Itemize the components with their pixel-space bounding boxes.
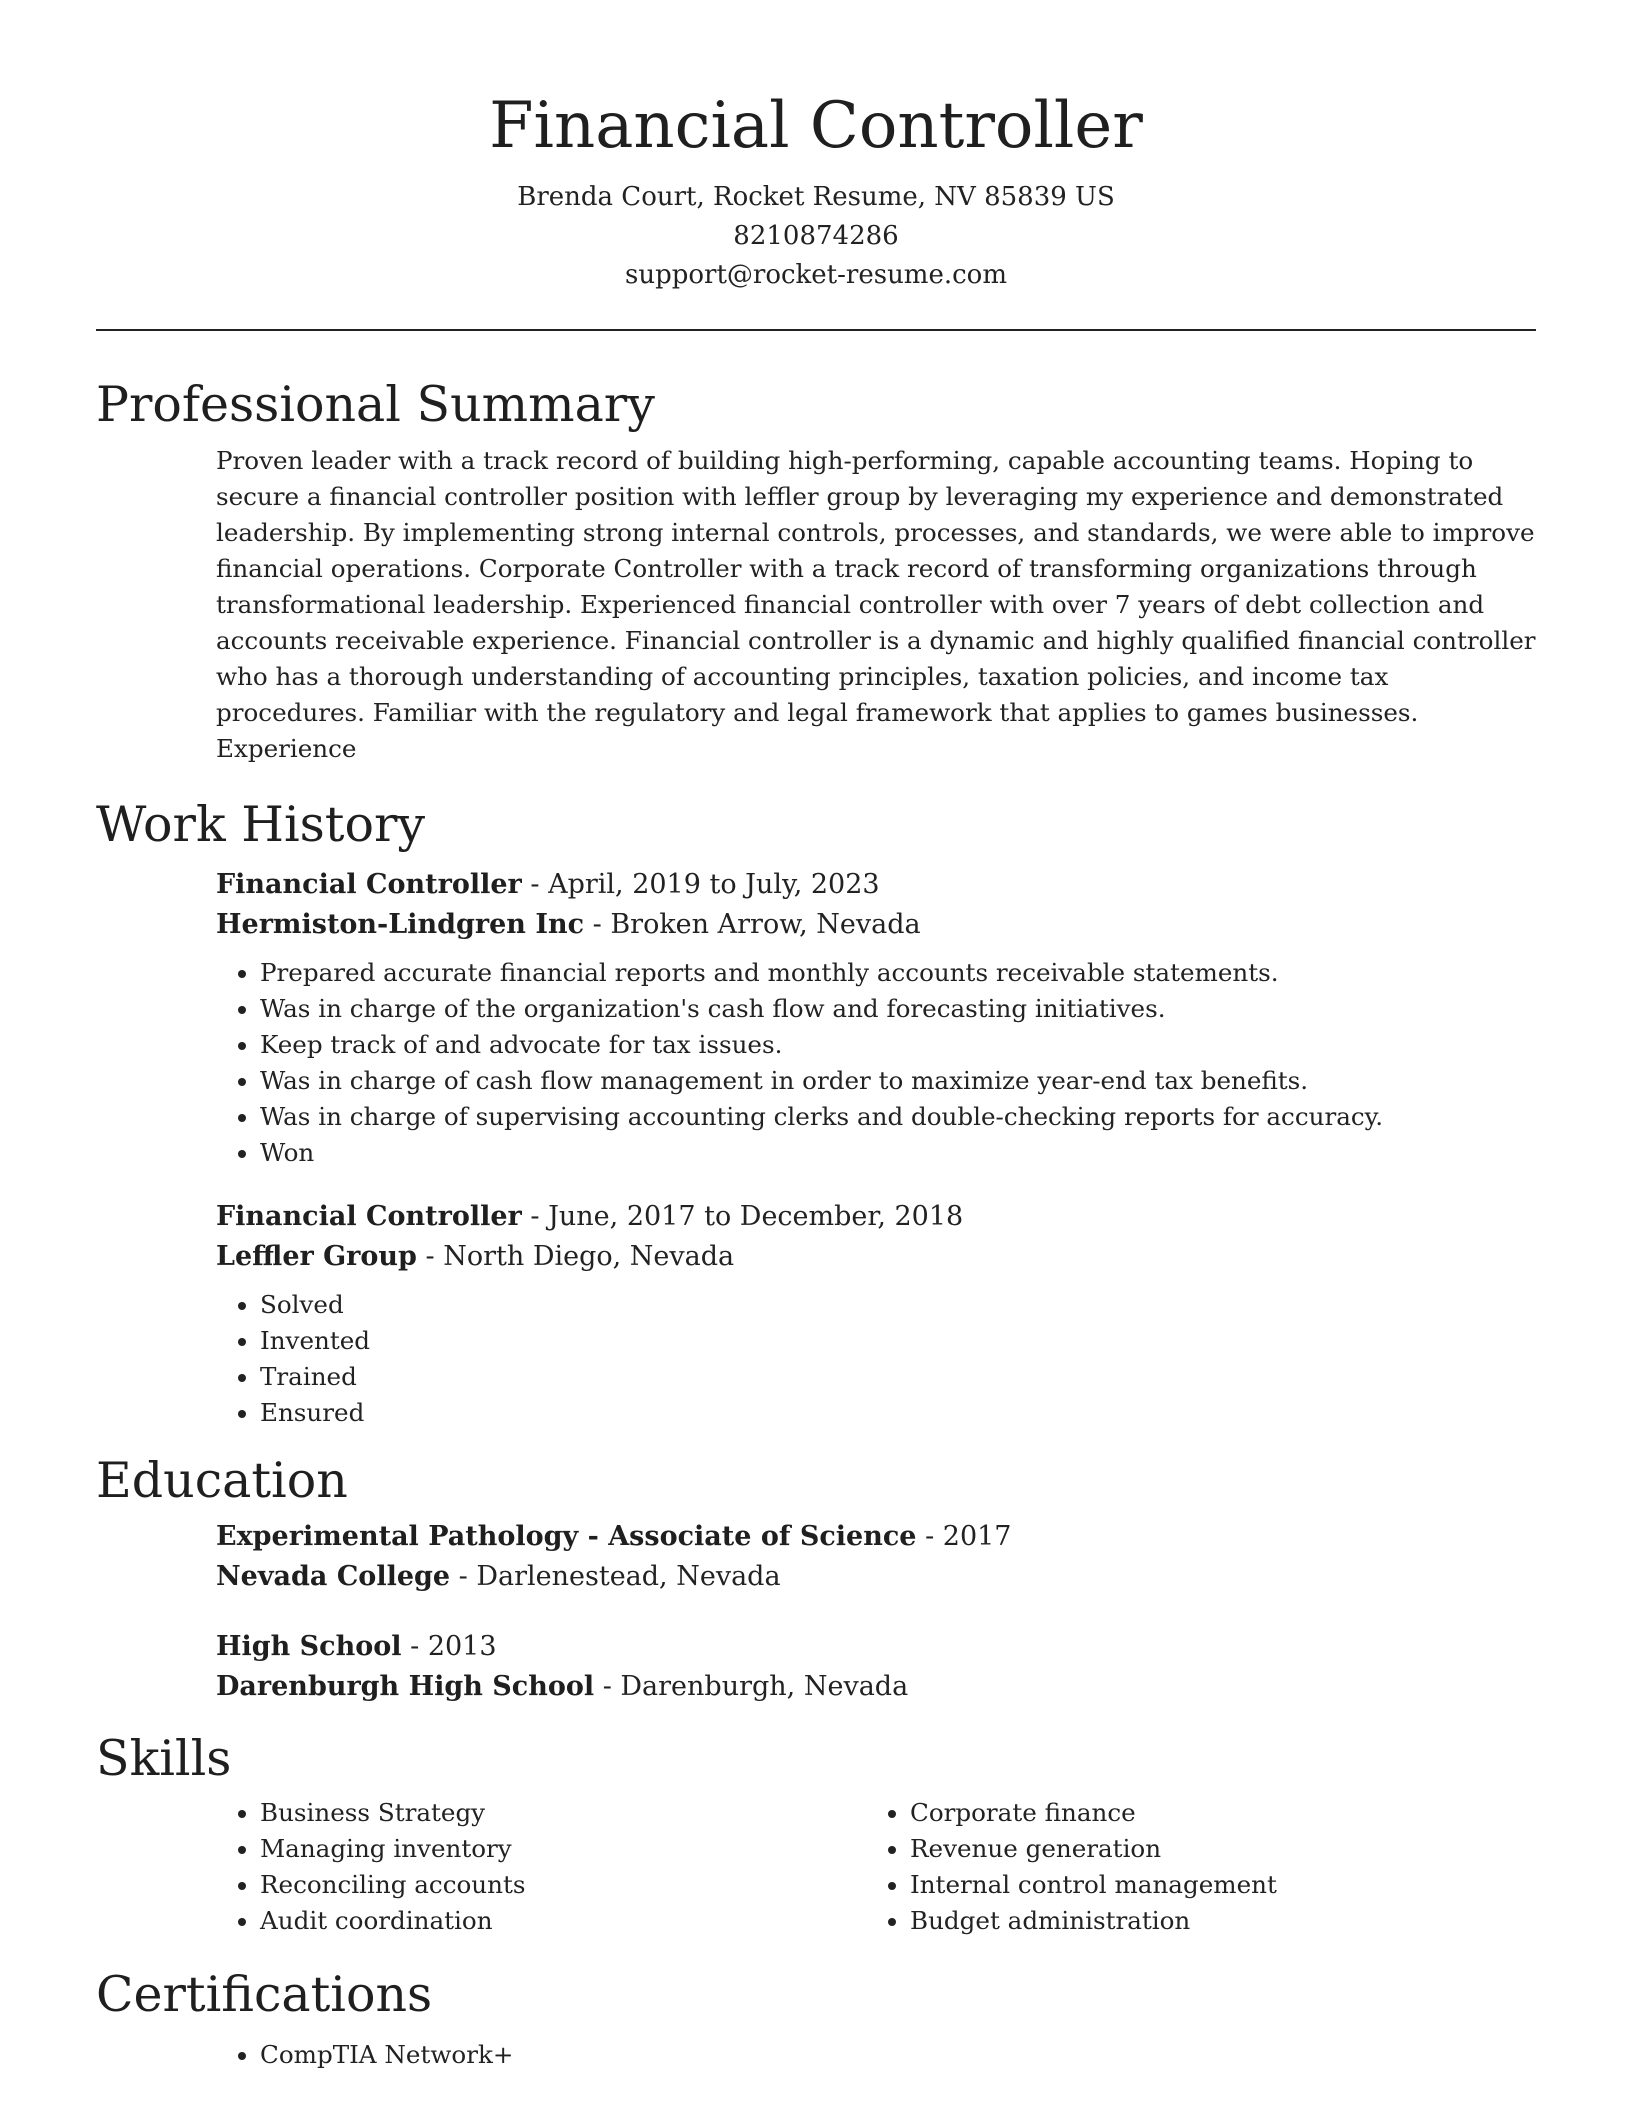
job-title: Financial Controller <box>216 1201 522 1232</box>
resume-page <box>96 0 1536 2073</box>
contact-phone: 8210874286 <box>733 221 899 251</box>
skills-list <box>216 1795 866 1939</box>
list-item: • Business Strategy <box>260 1795 866 1831</box>
summary-section <box>96 373 1536 767</box>
job-entry <box>216 865 1536 1171</box>
skills-title: Skills <box>96 1730 232 1787</box>
work-title: Work History <box>96 796 426 853</box>
job-company: Leffler Group <box>216 1241 417 1272</box>
job-location: - Broken Arrow, Nevada <box>584 909 921 940</box>
education-section <box>96 1449 1536 1707</box>
certifications-section <box>96 1963 1536 2073</box>
job-entry <box>216 1197 1536 1431</box>
education-degree-line <box>216 1517 1536 1557</box>
education-school-line <box>216 1557 1536 1597</box>
job-title-line <box>216 1197 1536 1237</box>
summary-text: Proven leader with a track record of building high-performing, capable accounting teams. Hoping to secure a financial controller position with leffler group by leveraging my experience and demonstrated leadership. By implementing strong internal controls, processes, and standards, we were able to improve financial operations. Corporate Controller with a track record of transforming organizations through transformational leadership. Experienced financial controller with over 7 years of debt collection and accounts receivable experience. Financial controller is a dynamic and highly qualified financial controller who has a thorough understanding of accounting principles, taxation policies, and income tax procedures. Familiar with the regulatory and legal framework that applies to games businesses. Experience <box>216 446 1536 763</box>
list-item: • CompTIA Network+ <box>260 2037 1536 2073</box>
list-item: • Trained <box>260 1359 1536 1395</box>
list-item: • Was in charge of supervising accounting clerks and double-checking reports for accuracy. <box>260 1099 1536 1135</box>
list-item: • Was in charge of cash flow management in order to maximize year-end tax benefits. <box>260 1063 1536 1099</box>
education-title: Education <box>96 1452 348 1509</box>
contact-email: support@rocket-resume.com <box>624 260 1007 290</box>
skills-column-right <box>866 1795 1516 1939</box>
summary-title: Professional Summary <box>96 376 655 433</box>
list-item: • Reconciling accounts <box>260 1867 866 1903</box>
education-degree: High School <box>216 1631 402 1662</box>
job-location: - North Diego, Nevada <box>416 1241 735 1272</box>
list-item: • Revenue generation <box>910 1831 1516 1867</box>
list-item: • Audit coordination <box>260 1903 866 1939</box>
resume-name: Financial Controller <box>489 89 1143 163</box>
skills-grid <box>216 1795 1536 1939</box>
education-location: - Darlenestead, Nevada <box>450 1561 781 1592</box>
education-location: - Darenburgh, Nevada <box>594 1671 909 1702</box>
job-bullets <box>216 955 1536 1171</box>
contact-address: Brenda Court, Rocket Resume, NV 85839 US <box>517 182 1115 212</box>
list-item: • Keep track of and advocate for tax issues. <box>260 1027 1536 1063</box>
job-company: Hermiston-Lindgren Inc <box>216 909 585 940</box>
list-item: • Was in charge of the organization's cash flow and forecasting initiatives. <box>260 991 1536 1027</box>
job-company-line <box>216 905 1536 945</box>
list-item: • Prepared accurate financial reports and monthly accounts receivable statements. <box>260 955 1536 991</box>
education-school: Nevada College <box>216 1561 451 1592</box>
resume-header <box>96 0 1536 295</box>
list-item: • Invented <box>260 1323 1536 1359</box>
certifications-title: Certifications <box>96 1966 433 2023</box>
job-title: Financial Controller <box>216 869 522 900</box>
header-divider <box>96 329 1536 331</box>
list-item: • Corporate finance <box>910 1795 1516 1831</box>
education-degree: Experimental Pathology - Associate of Science <box>216 1521 917 1552</box>
list-item: • Budget administration <box>910 1903 1516 1939</box>
education-school-line <box>216 1667 1536 1707</box>
certifications-list <box>216 2037 1536 2073</box>
job-dates: - April, 2019 to July, 2023 <box>521 869 880 900</box>
job-company-line <box>216 1237 1536 1277</box>
list-item: • Ensured <box>260 1395 1536 1431</box>
list-item: • Solved <box>260 1287 1536 1323</box>
skills-list <box>866 1795 1516 1939</box>
list-item: • Internal control management <box>910 1867 1516 1903</box>
work-section <box>96 793 1536 1431</box>
job-title-line <box>216 865 1536 905</box>
skills-section <box>96 1727 1536 1939</box>
job-dates: - June, 2017 to December, 2018 <box>521 1201 964 1232</box>
education-year: - 2013 <box>401 1631 497 1662</box>
list-item: • Won <box>260 1135 1536 1171</box>
education-school: Darenburgh High School <box>216 1671 595 1702</box>
skills-column-left <box>216 1795 866 1939</box>
education-entry <box>216 1627 1536 1707</box>
education-degree-line <box>216 1627 1536 1667</box>
contact-block <box>96 178 1536 295</box>
education-year: - 2017 <box>916 1521 1012 1552</box>
list-item: • Managing inventory <box>260 1831 866 1867</box>
education-entry <box>216 1517 1536 1597</box>
job-bullets <box>216 1287 1536 1431</box>
